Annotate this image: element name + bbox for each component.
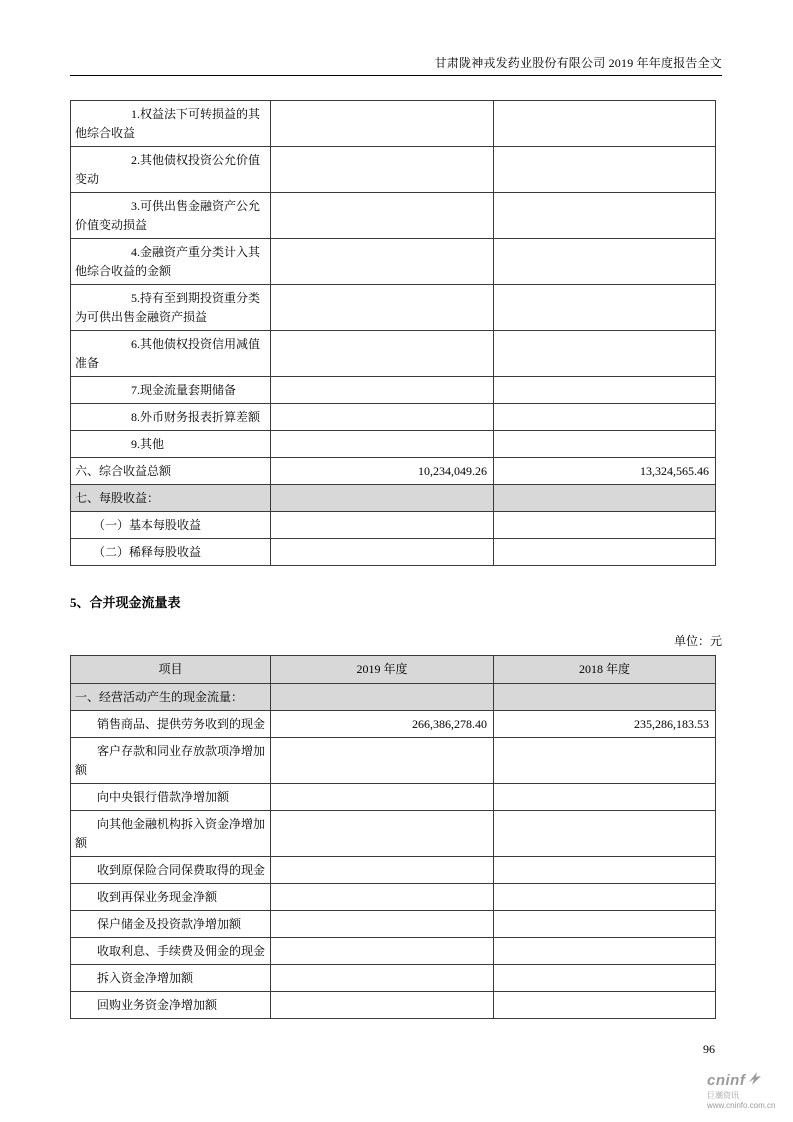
page-number: 96: [703, 1042, 715, 1056]
row-label: 5.持有至到期投资重分类为可供出售金融资产损益: [71, 285, 271, 331]
value-2019: [271, 811, 494, 857]
unit-label: 单位：元: [673, 634, 722, 648]
row-label: （一）基本每股收益: [71, 512, 271, 539]
table-row: [71, 377, 716, 404]
value-2019: 10,234,049.26: [271, 458, 494, 485]
table-row: [71, 285, 716, 331]
row-label: 拆入资金净增加额: [71, 965, 271, 992]
row-label: 7.现金流量套期储备: [71, 377, 271, 404]
value-2018: [494, 992, 716, 1019]
value-2018: [494, 285, 716, 331]
value-2019: [271, 539, 494, 566]
value-2019: [271, 285, 494, 331]
table-row: [71, 147, 716, 193]
table-row: [71, 965, 716, 992]
value-2018: [494, 857, 716, 884]
value-2019: [271, 992, 494, 1019]
value-2019: [271, 684, 494, 711]
value-2019: [271, 857, 494, 884]
value-2018: [494, 784, 716, 811]
table-row: [71, 911, 716, 938]
value-2018: 235,286,183.53: [494, 711, 716, 738]
value-2018: [494, 512, 716, 539]
table-row: [71, 404, 716, 431]
table-row: [71, 431, 716, 458]
value-2019: [271, 784, 494, 811]
value-2018: [494, 911, 716, 938]
header-divider: [70, 75, 722, 76]
value-2019: [271, 101, 494, 147]
value-2019: [271, 911, 494, 938]
table-row: [71, 811, 716, 857]
header-title: 甘肃陇神戎发药业股份有限公司 2019 年年度报告全文: [434, 56, 722, 70]
value-2018: [494, 965, 716, 992]
value-2019: [271, 239, 494, 285]
column-header-2018: 2018 年度: [494, 656, 716, 684]
table-row: [71, 711, 716, 738]
table-row-total-comprehensive-income: [71, 458, 716, 485]
row-label: 七、每股收益：: [71, 485, 271, 512]
table-row: [71, 884, 716, 911]
value-2018: [494, 147, 716, 193]
value-2018: [494, 377, 716, 404]
cashflow-table: [70, 655, 716, 1019]
table-row: [71, 738, 716, 784]
value-2018: [494, 938, 716, 965]
value-2019: [271, 377, 494, 404]
cninfo-logo-cn: 巨潮资讯: [707, 1091, 739, 1100]
row-label: 收到原保险合同保费取得的现金: [71, 857, 271, 884]
table-row: [71, 857, 716, 884]
value-2018: [494, 811, 716, 857]
row-label: 一、经营活动产生的现金流量：: [71, 684, 271, 711]
row-label: 4.金融资产重分类计入其他综合收益的金额: [71, 239, 271, 285]
value-2018: [494, 485, 716, 512]
row-label: 销售商品、提供劳务收到的现金: [71, 711, 271, 738]
value-2019: [271, 193, 494, 239]
table-row: [71, 539, 716, 566]
table-row-operating-activities: [71, 684, 716, 711]
row-label: 向中央银行借款净增加额: [71, 784, 271, 811]
row-label: 8.外币财务报表折算差额: [71, 404, 271, 431]
row-label: 3.可供出售金融资产公允价值变动损益: [71, 193, 271, 239]
value-2018: [494, 331, 716, 377]
section-title: 5、合并现金流量表: [70, 595, 181, 610]
income-table: [70, 100, 716, 566]
table-header-row: [71, 656, 716, 684]
value-2018: [494, 884, 716, 911]
value-2018: [494, 101, 716, 147]
row-label: 9.其他: [71, 431, 271, 458]
row-label: 回购业务资金净增加额: [71, 992, 271, 1019]
row-label: 客户存款和同业存放款项净增加额: [71, 738, 271, 784]
value-2018: [494, 193, 716, 239]
table-row: [71, 331, 716, 377]
value-2018: 13,324,565.46: [494, 458, 716, 485]
value-2018: [494, 539, 716, 566]
table-row: [71, 239, 716, 285]
value-2018: [494, 404, 716, 431]
value-2019: [271, 431, 494, 458]
value-2019: [271, 965, 494, 992]
value-2019: [271, 938, 494, 965]
table-row-eps-section: [71, 485, 716, 512]
value-2019: [271, 884, 494, 911]
cninfo-logo-text: cninf: [707, 1072, 746, 1089]
value-2019: [271, 331, 494, 377]
column-header-2019: 2019 年度: [271, 656, 494, 684]
row-label: 向其他金融机构拆入资金净增加额: [71, 811, 271, 857]
value-2018: [494, 239, 716, 285]
cninfo-logo-icon: [747, 1070, 763, 1091]
row-label: 1.权益法下可转损益的其他综合收益: [71, 101, 271, 147]
row-label: 收到再保业务现金净额: [71, 884, 271, 911]
table-row: [71, 101, 716, 147]
value-2019: [271, 147, 494, 193]
value-2018: [494, 684, 716, 711]
cninfo-logo-url: www.cninfo.com.cn: [707, 1101, 776, 1110]
value-2019: 266,386,278.40: [271, 711, 494, 738]
table-row: [71, 193, 716, 239]
table-row: [71, 938, 716, 965]
table-row: [71, 992, 716, 1019]
column-header-item: 项目: [71, 656, 271, 684]
value-2018: [494, 738, 716, 784]
value-2019: [271, 512, 494, 539]
row-label: （二）稀释每股收益: [71, 539, 271, 566]
row-label: 六、综合收益总额: [71, 458, 271, 485]
value-2019: [271, 485, 494, 512]
row-label: 6.其他债权投资信用减值准备: [71, 331, 271, 377]
value-2018: [494, 431, 716, 458]
row-label: 收取利息、手续费及佣金的现金: [71, 938, 271, 965]
value-2019: [271, 404, 494, 431]
cninfo-logo: [707, 1070, 785, 1111]
table-row: [71, 784, 716, 811]
value-2019: [271, 738, 494, 784]
table-row: [71, 512, 716, 539]
row-label: 2.其他债权投资公允价值变动: [71, 147, 271, 193]
row-label: 保户储金及投资款净增加额: [71, 911, 271, 938]
